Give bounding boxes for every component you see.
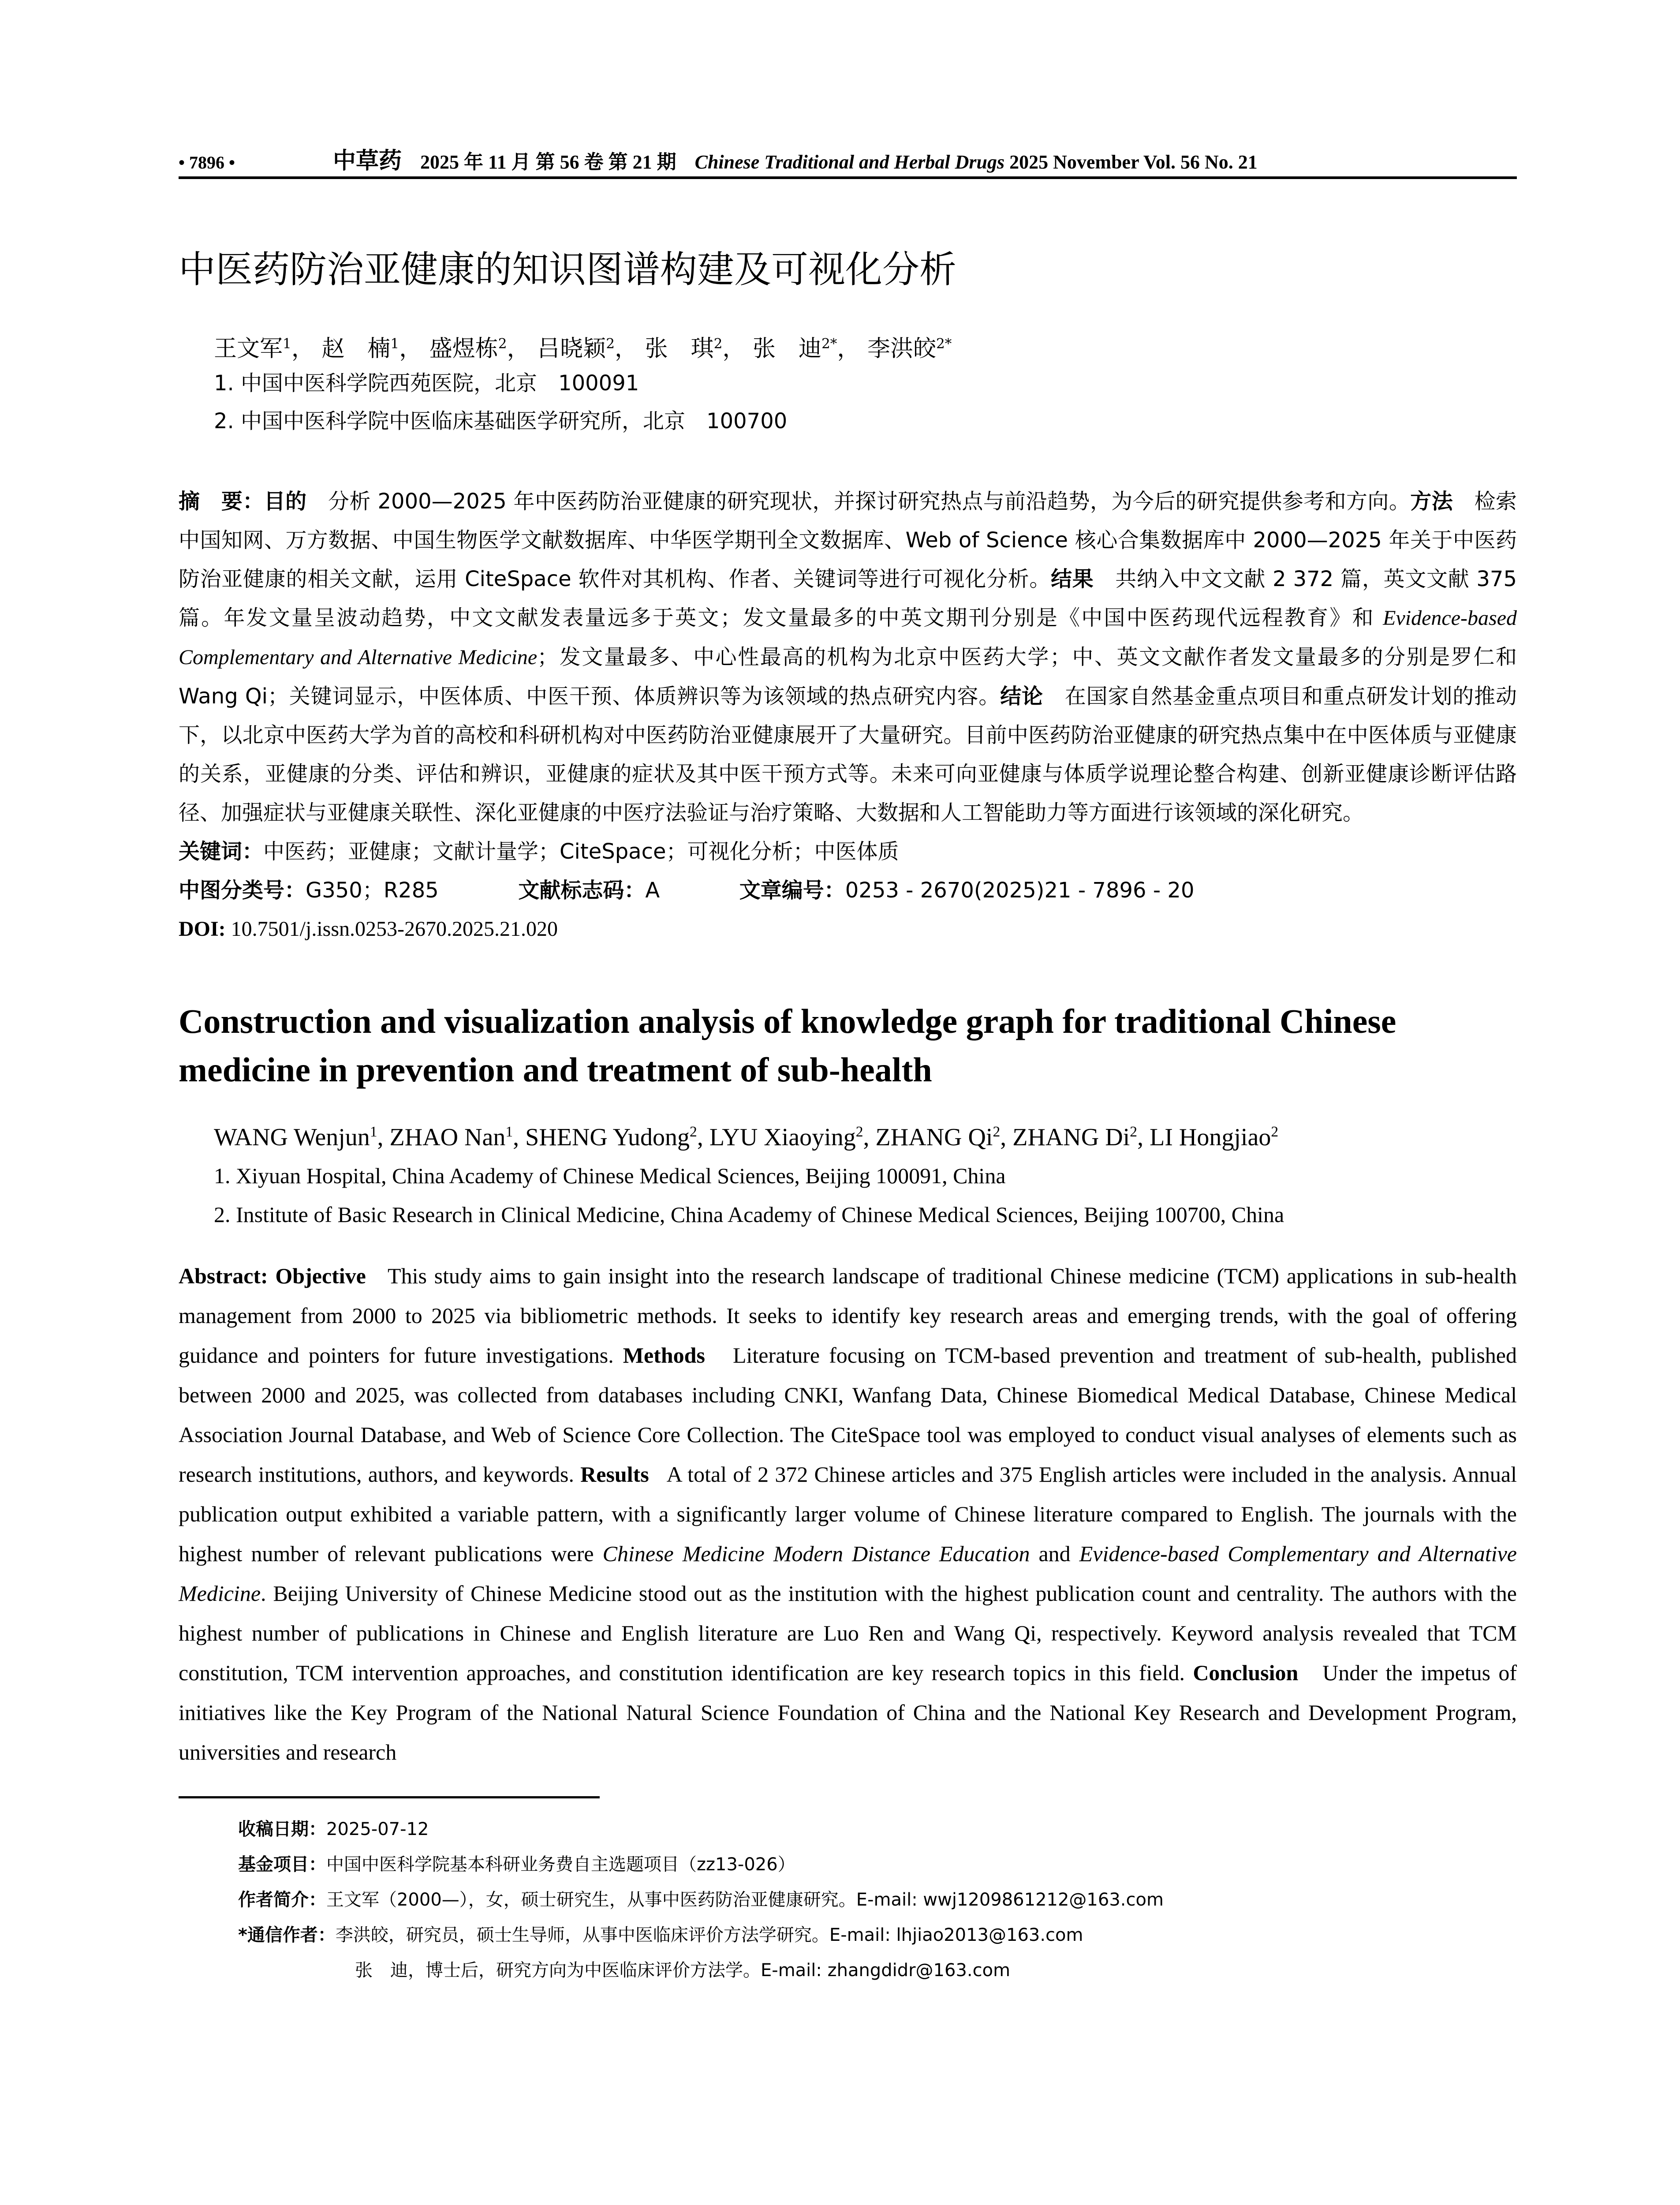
author-cn: 张 迪$^{2*}$: [752, 336, 837, 362]
affiliation-en-1: 1. Xiyuan Hospital, China Academy of Chinese Medical Sciences, Beijing 100091, China: [214, 1163, 1006, 1188]
affiliation-en-2: 2. Institute of Basic Research in Clinical Medicine, China Academy of Chinese Medical Sciences, Beijing 100700, China: [214, 1202, 1284, 1227]
footnote-corresponding: [238, 1917, 1517, 1953]
issue-en: 2025 November Vol. 56 No. 21: [1009, 151, 1258, 173]
author-cn: 李洪皎$^{2*}$: [867, 336, 952, 362]
author-cn: 赵 楠$^1$: [321, 336, 399, 362]
corr-label: *通信作者：: [238, 1925, 336, 1945]
received-value: 2025-07-12: [326, 1819, 429, 1839]
keywords-cn: [179, 832, 1517, 871]
abstract-en: [179, 1256, 1523, 1772]
footnote-corresponding-2: [355, 1953, 1517, 1988]
affiliation-cn-1: 1. 中国中医科学院西苑医院，北京 100091: [214, 371, 639, 396]
doi-label: DOI:: [179, 917, 226, 941]
methods-label-en: Methods: [623, 1343, 705, 1368]
conclusion-text-en: Under the impetus of initiatives like the Key Program of the National Natural Science Foundation of China and the National Key Research and Development Program, universities and research: [179, 1660, 1523, 1764]
received-label: 收稿日期：: [238, 1819, 326, 1839]
results-text-en: A total of 2 372 Chinese articles and 375 English articles were included in the analysis. Annual publication output exhibited a variable pattern, with a significantly larger volume of Chinese literature compared to English. The journals with the highest number of relevant publications were: [179, 1462, 1523, 1566]
affiliation-cn-2: 2. 中国中医科学院中医临床基础医学研究所，北京 100700: [214, 409, 788, 434]
page-column: [179, 146, 1523, 1988]
footnote-received: [238, 1812, 1517, 1847]
methods-text-en: Literature focusing on TCM-based prevention and treatment of sub-health, published between 2000 and 2025, was collected from databases including CNKI, Wanfang Data, Chinese Biomedical Medical Database, Chinese Medical Association Journal Database, and Web of Science Core Collection. The CiteSpace tool was employed to conduct visual analyses of elements such as research institutions, authors, and keywords.: [179, 1343, 1523, 1487]
conclusion-text: 在国家自然基金重点项目和重点研发计划的推动下，以北京中医药大学为首的高校和科研机构对中医药防治亚健康展开了大量研究。目前中医药防治亚健康的研究热点集中在中医体质与亚健康的关系，亚健康的分类、评估和辨识，亚健康的症状及其中医干预方式等。未来可向亚健康与体质学说理论整合构建、创新亚健康诊断评估路径、加强症状与亚健康关联性、深化亚健康的中医疗法验证与治疗策略、大数据和人工智能助力等方面进行该领域的深化研究。: [179, 684, 1517, 825]
keywords-label: 关键词：: [179, 839, 264, 864]
abstract-cn: [179, 482, 1517, 832]
author-cn: 吕晓颖$^2$: [537, 336, 615, 362]
author-en: ZHANG Qi$^2$: [875, 1123, 1001, 1151]
corr-value-1: 李洪皎，研究员，硕士生导师，从事中医临床评价方法学研究。E-mail: lhjiao2013@163.com: [335, 1925, 1083, 1945]
bio-label: 作者简介：: [238, 1890, 326, 1910]
conclusion-label-en: Conclusion: [1193, 1660, 1299, 1685]
author-en: WANG Wenjun$^1$: [214, 1123, 377, 1151]
journal-logo: 中草药: [333, 147, 402, 174]
author-cn: 张 琪$^2$: [645, 336, 723, 362]
article-no-value: 0253 - 2670(2025)21 - 7896 - 20: [845, 878, 1195, 903]
author-cn: 盛煜栋$^2$: [429, 336, 507, 362]
page-title-cn: 中医药防治亚健康的知识图谱构建及可视化分析: [179, 248, 957, 291]
fund-label: 基金项目：: [238, 1854, 326, 1875]
results-journal-1: Chinese Medicine Modern Distance Education: [602, 1541, 1030, 1566]
author-en: LI Hongjiao$^2$: [1150, 1123, 1279, 1151]
objective-label: 目的: [264, 489, 307, 514]
journal-name-en: Chinese Traditional and Herbal Drugs: [694, 151, 1005, 173]
author-en: LYU Xiaoying$^2$: [709, 1123, 863, 1151]
author-list-cn: 王文军$^1$， 赵 楠$^1$， 盛煜栋$^2$， 吕晓颖$^2$， 张 琪$^2$， 张 迪$^{2*}$， 李洪皎$^{2*}$: [214, 336, 952, 362]
fund-value: 中国中医科学院基本科研业务费自主选题项目（zz13-026）: [326, 1854, 795, 1875]
footnote-fund: [238, 1847, 1517, 1882]
clc-value: G350；R285: [306, 878, 439, 903]
classification-line: [179, 871, 1517, 910]
results-text: 共纳入中文文献 2 372 篇，英文文献 375 篇。年发文量呈波动趋势，中文文献发表量远多于英文；发文量最多的中英文期刊分别是《中国中医药现代远程教育》和: [179, 567, 1517, 630]
conclusion-label: 结论: [1000, 684, 1043, 709]
methods-label: 方法: [1410, 489, 1453, 514]
doi-value: 10.7501/j.issn.0253-2670.2025.21.020: [231, 917, 558, 941]
clc-label: 中图分类号：: [179, 878, 306, 903]
author-en: ZHANG Di$^2$: [1012, 1123, 1138, 1151]
results-journal-2: Evidence-based Complementary and Alternative Medicine: [179, 1541, 1517, 1606]
footnotes: [238, 1812, 1517, 1988]
author-en: ZHAO Nan$^1$: [389, 1123, 513, 1151]
page-number: • 7896 •: [179, 153, 235, 172]
doc-code-value: A: [645, 878, 660, 903]
corr-value-2: 张 迪，博士后，研究方向为中医临床评价方法学。E-mail: zhangdidr@163.com: [355, 1960, 1011, 1981]
objective-text: 分析 2000—2025 年中医药防治亚健康的研究现状，并探讨研究热点与前沿趋势，为今后的研究提供参考和方向。: [306, 489, 1411, 514]
abstract-objective-label: Abstract: Objective: [179, 1263, 366, 1288]
issue-cn: 2025 年 11 月 第 56 卷 第 21 期: [420, 151, 676, 173]
results-text-en-2: . Beijing University of Chinese Medicine stood out as the institution with the highest publication count and centrality. The authors with the highest number of publications in Chinese and English literature are Luo Ren and Wang Qi, respectively. Keyword analysis revealed that TCM constitution, TCM intervention approaches, and constitution identification are key research topics in this field.: [179, 1581, 1523, 1685]
results-text-2: ；发文量最多、中心性最高的机构为北京中医药大学；中、英文文献作者发文量最多的分别是罗仁和 Wang Qi；关键词显示，中医体质、中医干预、体质辨识等为该领域的热点研究内容。: [179, 645, 1517, 709]
author-list-en: WANG Wenjun$^1$, ZHAO Nan$^1$, SHENG Yudong$^2$, LYU Xiaoying$^2$, ZHANG Qi$^2$, ZHANG Di$^2$, LI Hongjiao$^2$: [214, 1123, 1279, 1151]
doc-code-label: 文献标志码：: [518, 878, 646, 903]
article-no-label: 文章编号：: [739, 878, 845, 903]
footnote-rule: [179, 1796, 600, 1798]
results-journal: Evidence-based Complementary and Alternative Medicine: [179, 606, 1517, 669]
header-rule: [179, 176, 1517, 179]
running-header: [179, 146, 1517, 176]
keywords-value: 中医药；亚健康；文献计量学；CiteSpace；可视化分析；中医体质: [263, 839, 899, 864]
objective-text-en: This study aims to gain insight into the research landscape of traditional Chinese medicine (TCM) applications in sub-health management from 2000 to 2025 via bibliometric methods. It seeks to identify key research areas and emerging trends, with the goal of offering guidance and pointers for future investigations.: [179, 1263, 1523, 1368]
doi-line: [179, 910, 1517, 949]
results-and: and: [1030, 1541, 1079, 1566]
author-en: SHENG Yudong$^2$: [525, 1123, 697, 1151]
bio-value: 王文军（2000—），女，硕士研究生，从事中医药防治亚健康研究。E-mail: wwj1209861212@163.com: [326, 1890, 1164, 1910]
page-title-en: Construction and visualization analysis of knowledge graph for traditional Chinese medicine in prevention and treatment of sub-health: [179, 1002, 1396, 1089]
author-cn: 王文军$^1$: [214, 336, 291, 362]
abstract-label: 摘 要：: [179, 489, 264, 514]
results-label-en: Results: [580, 1462, 649, 1487]
methods-text: 检索中国知网、万方数据、中国生物医学文献数据库、中华医学期刊全文数据库、Web of Science 核心合集数据库中 2000—2025 年关于中医药防治亚健康的相关文献，运用 CiteSpace 软件对其机构、作者、关键词等进行可视化分析。: [179, 489, 1517, 591]
results-label: 结果: [1051, 567, 1094, 591]
footnote-author-bio: [238, 1882, 1517, 1917]
